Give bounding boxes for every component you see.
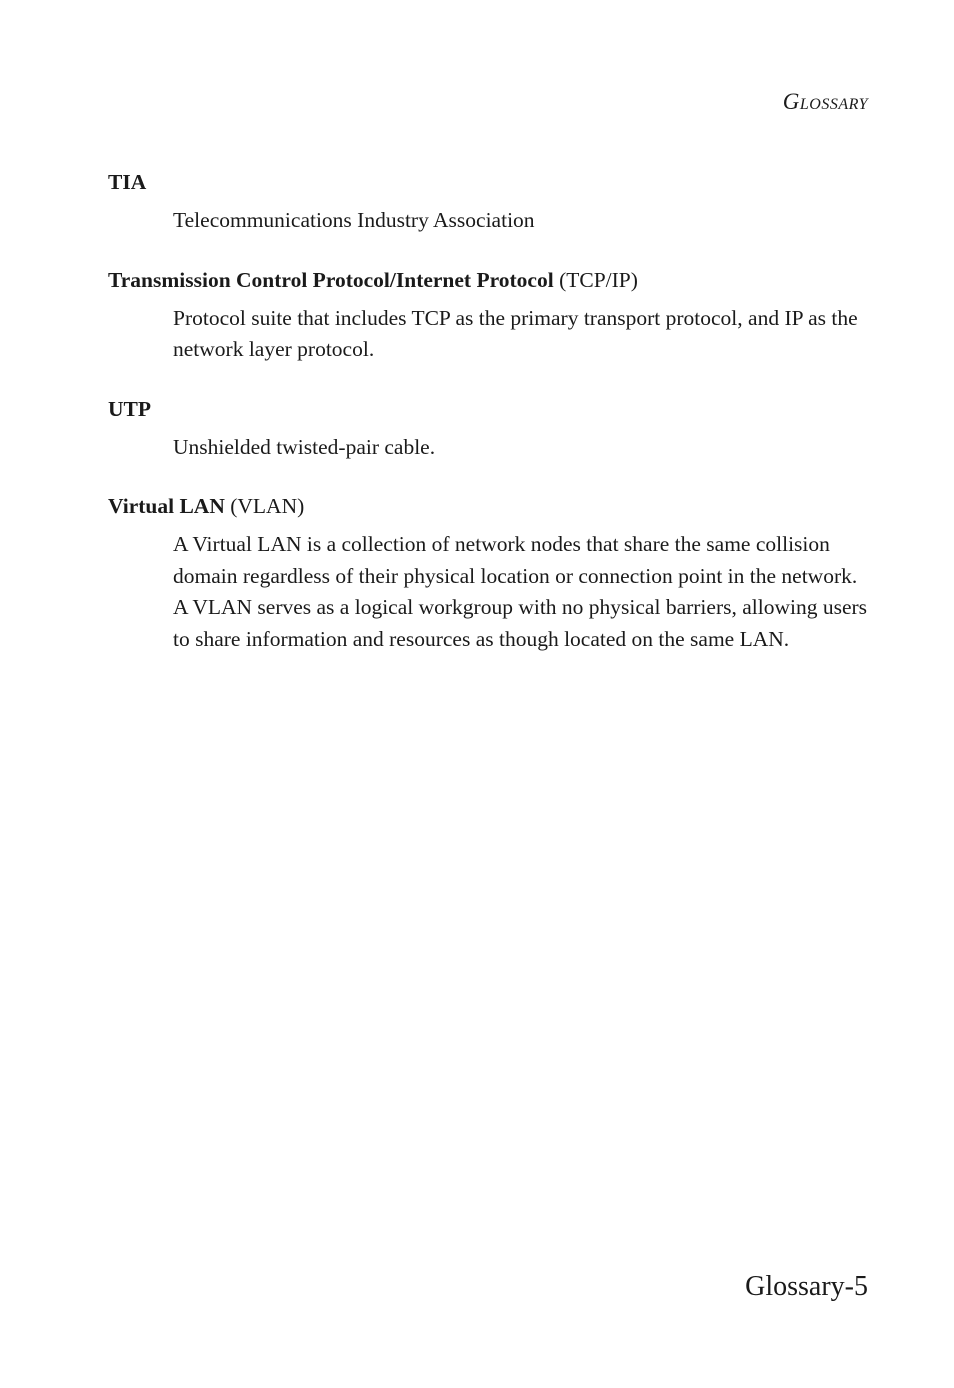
term: Transmission Control Protocol/Internet Protocol bbox=[108, 267, 554, 292]
term: UTP bbox=[108, 396, 151, 421]
term-line bbox=[108, 167, 868, 197]
term-abbreviation: (TCP/IP) bbox=[559, 267, 638, 292]
definition: Telecommunications Industry Association bbox=[173, 208, 535, 232]
glossary-entry-vlan bbox=[108, 491, 868, 655]
term-line bbox=[108, 394, 868, 424]
glossary-list bbox=[108, 167, 868, 683]
running-header: Glossary bbox=[782, 89, 868, 114]
term-line bbox=[108, 491, 868, 521]
term-line bbox=[108, 265, 868, 295]
definition: Unshielded twisted-pair cable. bbox=[173, 434, 436, 459]
page-number: Glossary-5 bbox=[745, 1271, 868, 1302]
glossary-entry-tia bbox=[108, 167, 868, 237]
definition: A Virtual LAN is a collection of network nodes that share the same collision domain regardless of their physical location or connection point in the network. A VLAN serves as a logical workgroup with no physical barriers, allowing users to share information and resources as though located on the same LAN. bbox=[173, 532, 868, 651]
term: Virtual LAN bbox=[108, 494, 225, 518]
glossary-entry-tcp-ip bbox=[108, 265, 868, 366]
term-abbreviation: (VLAN) bbox=[230, 494, 305, 518]
definition: Protocol suite that includes TCP as the primary transport protocol, and IP as the network layer protocol. bbox=[173, 305, 858, 361]
glossary-entry-utp bbox=[108, 394, 868, 464]
term: TIA bbox=[108, 170, 147, 194]
